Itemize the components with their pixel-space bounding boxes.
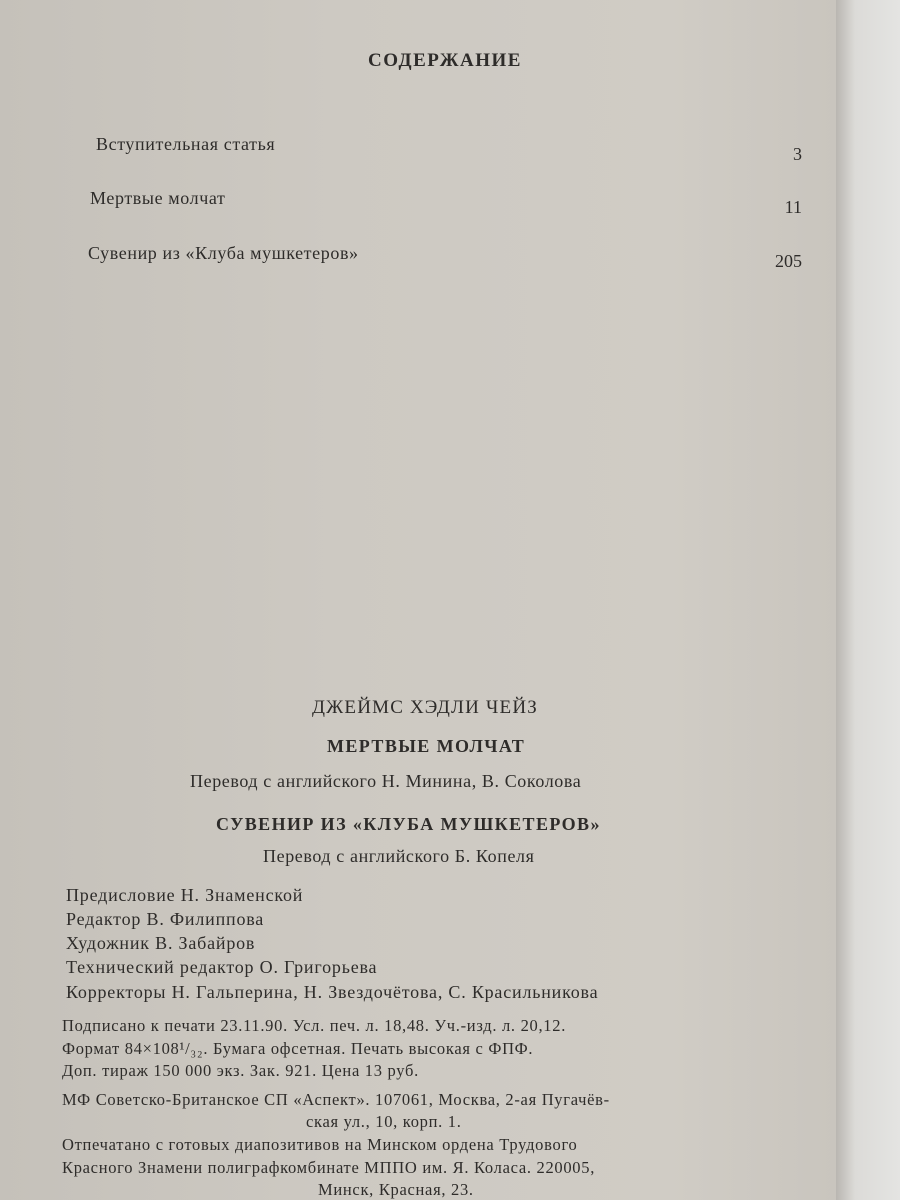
toc-entry-page: 11 — [784, 197, 802, 217]
imprint-line: Доп. тираж 150 000 экз. Зак. 921. Цена 13 руб. — [62, 1061, 419, 1080]
work-title: СУВЕНИР ИЗ «КЛУБА МУШКЕТЕРОВ» — [216, 814, 601, 834]
work-title: МЕРТВЫЕ МОЛЧАТ — [327, 736, 526, 756]
page-edge — [836, 0, 900, 1200]
translation-credit: Перевод с английского Б. Копеля — [263, 846, 535, 866]
imprint-line: МФ Советско-Британское СП «Аспект». 107061, Москва, 2-ая Пугачёв- — [62, 1090, 610, 1109]
toc-entry-title: Сувенир из «Клуба мушкетеров» — [88, 243, 359, 263]
credit-line: Предисловие Н. Знаменской — [66, 885, 304, 905]
toc-entry-page: 3 — [793, 144, 802, 164]
toc-heading: СОДЕРЖАНИЕ — [368, 50, 522, 71]
credit-line: Корректоры Н. Гальперина, Н. Звездочётова, С. Красильникова — [66, 982, 599, 1002]
imprint-line: Отпечатано с готовых диапозитивов на Минском ордена Трудового — [62, 1135, 578, 1154]
imprint-line: Минск, Красная, 23. — [318, 1180, 474, 1199]
imprint-line: Подписано к печати 23.11.90. Усл. печ. л. 18,48. Уч.-изд. л. 20,12. — [62, 1016, 567, 1035]
author-name: ДЖЕЙМС ХЭДЛИ ЧЕЙЗ — [312, 697, 538, 718]
toc-entry-title: Мертвые молчат — [90, 188, 226, 208]
translation-credit: Перевод с английского Н. Минина, В. Соколова — [190, 771, 582, 791]
toc-entry-title: Вступительная статья — [96, 134, 276, 154]
credit-line: Художник В. Забайров — [66, 933, 256, 953]
toc-entry-page: 205 — [775, 251, 802, 271]
credit-line: Технический редактор О. Григорьева — [66, 957, 378, 977]
credit-line: Редактор В. Филиппова — [66, 909, 265, 929]
imprint-line: ская ул., 10, корп. 1. — [306, 1112, 462, 1131]
imprint-line: Красного Знамени полиграфкомбинате МППО им. Я. Коласа. 220005, — [62, 1158, 596, 1177]
imprint-line: Формат 84×108¹/₃₂. Бумага офсетная. Печать высокая с ФПФ. — [62, 1039, 534, 1058]
